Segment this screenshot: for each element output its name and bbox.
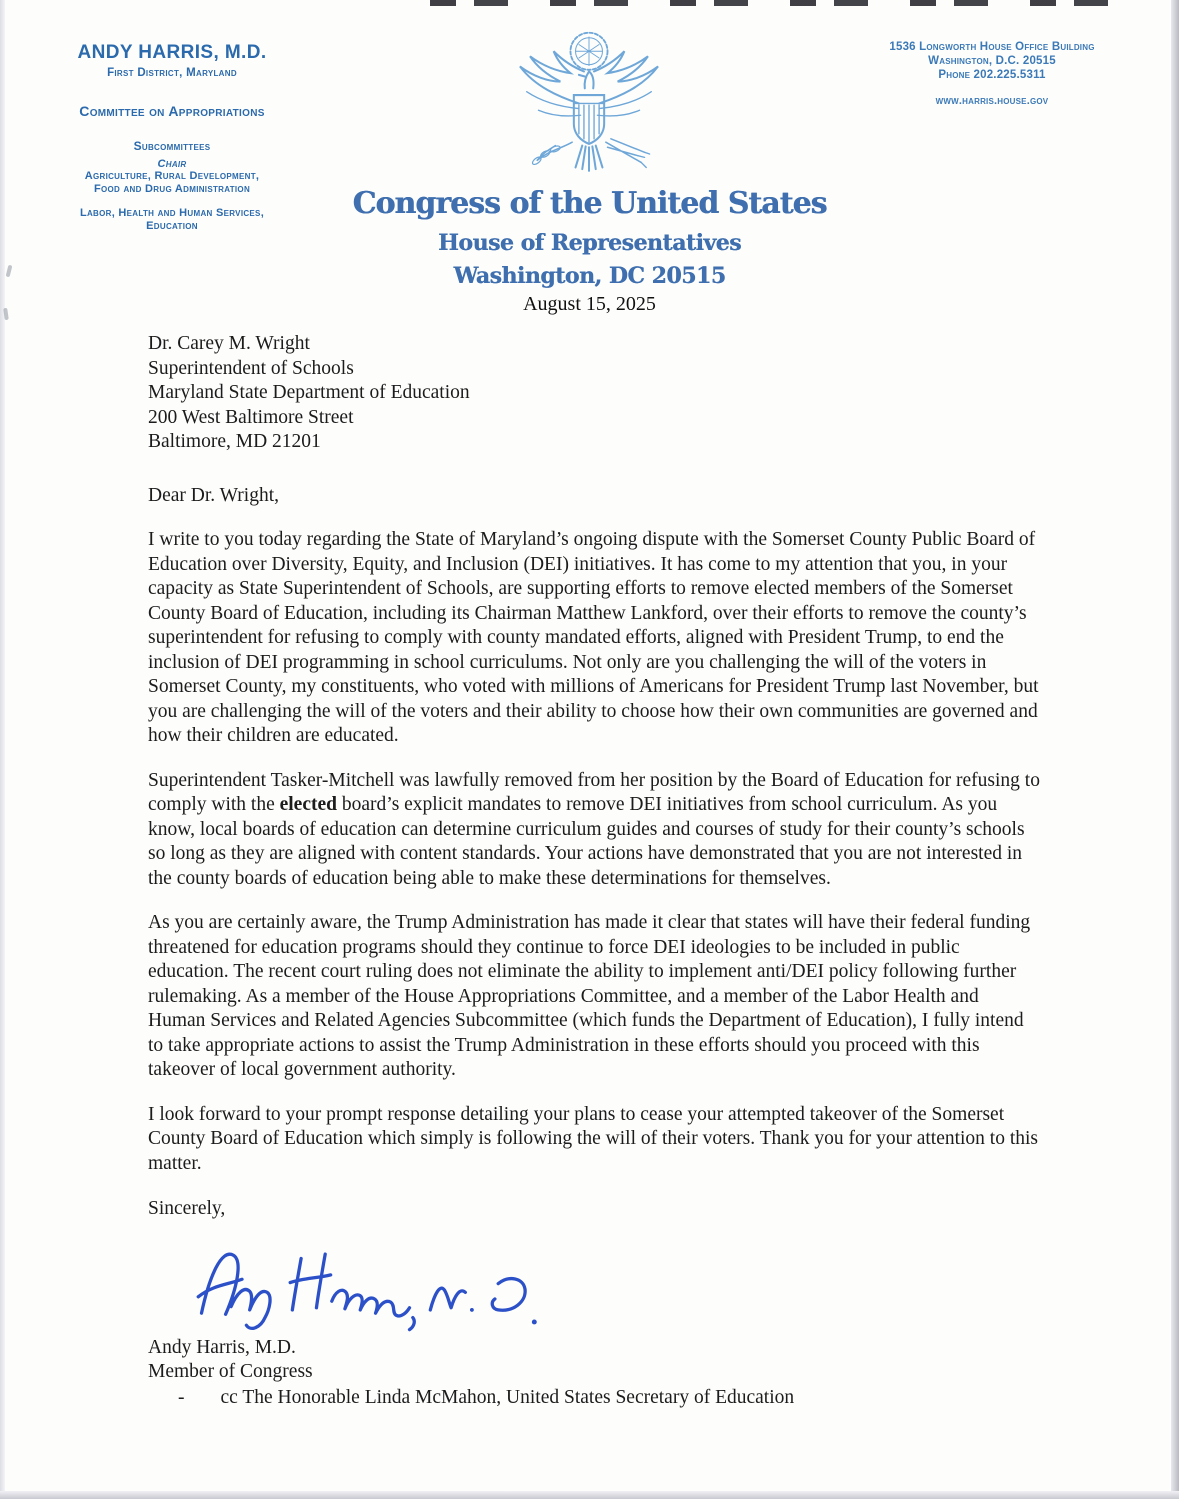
letterhead-center-block [0,186,1179,316]
subcommittee-labor-line2: Education [146,220,198,232]
paragraph-2 [148,769,1040,892]
congress-title: Congress of the United States [352,186,827,221]
recipient-name: Dr. Carey M. Wright [148,333,310,354]
paragraph-1: I write to you today regarding the State of Maryland’s ongoing dispute with the Somerset County Public Board of Education over Diversity, Equity, and Inclusion (DEI) initiatives. It has come to my attention that you, in your capacity as State Superintendent of Schools, are supporting efforts to remove elected members of the Somerset County Board of Education, including its Chairman Matthew Lankford, over their efforts to remove the county’s superintendent for refusing to comply with county mandated efforts, aligned with President Trump, to end the inclusion of DEI programming in school curriculums. Not only are you challenging the will of the voters in Somerset County, my constituents, who voted with millions of Americans for President Trump last November, but you are challenging the will of the voters and their ability to choose how their own communities are governed and how their children are educated. [148,529,1039,746]
office-website: www.harris.house.gov [935,95,1049,107]
washington-line: Washington, DC 20515 [453,263,726,289]
letter-body [148,332,1040,1410]
paragraph-4: I look forward to your prompt response detailing your plans to cease your attempted takeover of the Somerset County Board of Education which simply is following the will of their voters. Thank you for your attention to this matter. [148,1103,1039,1174]
paragraph-2-after: board’s explicit mandates to remove DEI initiatives from school curriculum. As you know, local boards of education can determine curriculum guides and courses of study for their county’s schools so long as they are aligned with content standards. Your actions have demonstrated that you are not interested in the county boards of education being able to make these determinations for themselves. [148,794,1025,889]
signed-title: Member of Congress [148,1361,313,1382]
handwritten-signature-andy-harris [154,1230,584,1334]
recipient-city: Baltimore, MD 21201 [148,431,321,452]
paragraph-3: As you are certainly aware, the Trump Administration has made it clear that states will have their federal funding threatened for education programs should they continue to force DEI ideologies to be included in public education. The recent court ruling does not eliminate the ability to implement anti/DEI policy following further rulemaking. As a member of the House Appropriations Committee, and a member of the Labor Health and Human Services and Related Agencies Subcommittee (which funds the Department of Education), I fully intend to take appropriate actions to assist the Trump Administration in these efforts should you proceed with this takeover of local government authority. [148,912,1031,1080]
scan-artifact-bottom-edge [0,1491,1179,1499]
member-name: ANDY HARRIS, M.D. [77,42,267,63]
cc-row [148,1386,1040,1411]
recipient-street: 200 West Baltimore Street [148,406,354,428]
cc-dash: - [178,1386,185,1408]
subcommittee-agriculture-line2: Food and Drug Administration [93,183,251,195]
subcommittee-agriculture-line1: Agriculture, Rural Development, [84,170,260,182]
letter-date: August 15, 2025 [523,293,656,315]
recipient-org: Maryland State Department of Education [148,382,470,403]
committee-name: Committee on Appropriations [79,103,265,119]
paragraph-2-bold-word: elected [279,794,337,815]
scan-artifact-top-strip [430,0,1150,6]
chair-label: Chair [157,158,187,170]
great-seal-eagle-icon [503,26,675,186]
office-phone: Phone 202.225.5311 [938,69,1046,81]
office-address-line2: Washington, D.C. 20515 [928,55,1056,67]
office-address-line1: 1536 Longworth House Office Building [889,41,1095,53]
closing: Sincerely, [148,1198,226,1219]
subcommittees-label: Subcommittees [133,139,211,153]
member-district: First District, Maryland [107,67,237,79]
house-title: House of Representatives [437,230,742,256]
subcommittee-labor-line1: Labor, Health and Human Services, [79,207,265,219]
cc-line: cc The Honorable Linda McMahon, United States Secretary of Education [220,1386,795,1408]
salutation: Dear Dr. Wright, [148,484,279,506]
paragraph-2-before: Superintendent Tasker-Mitchell was lawfully removed from her position by the Board of Education for refusing to comply with the [148,769,1040,815]
signed-name: Andy Harris, M.D. [148,1336,296,1358]
letterhead-office-block [842,40,1142,108]
recipient-title: Superintendent of Schools [148,357,354,379]
